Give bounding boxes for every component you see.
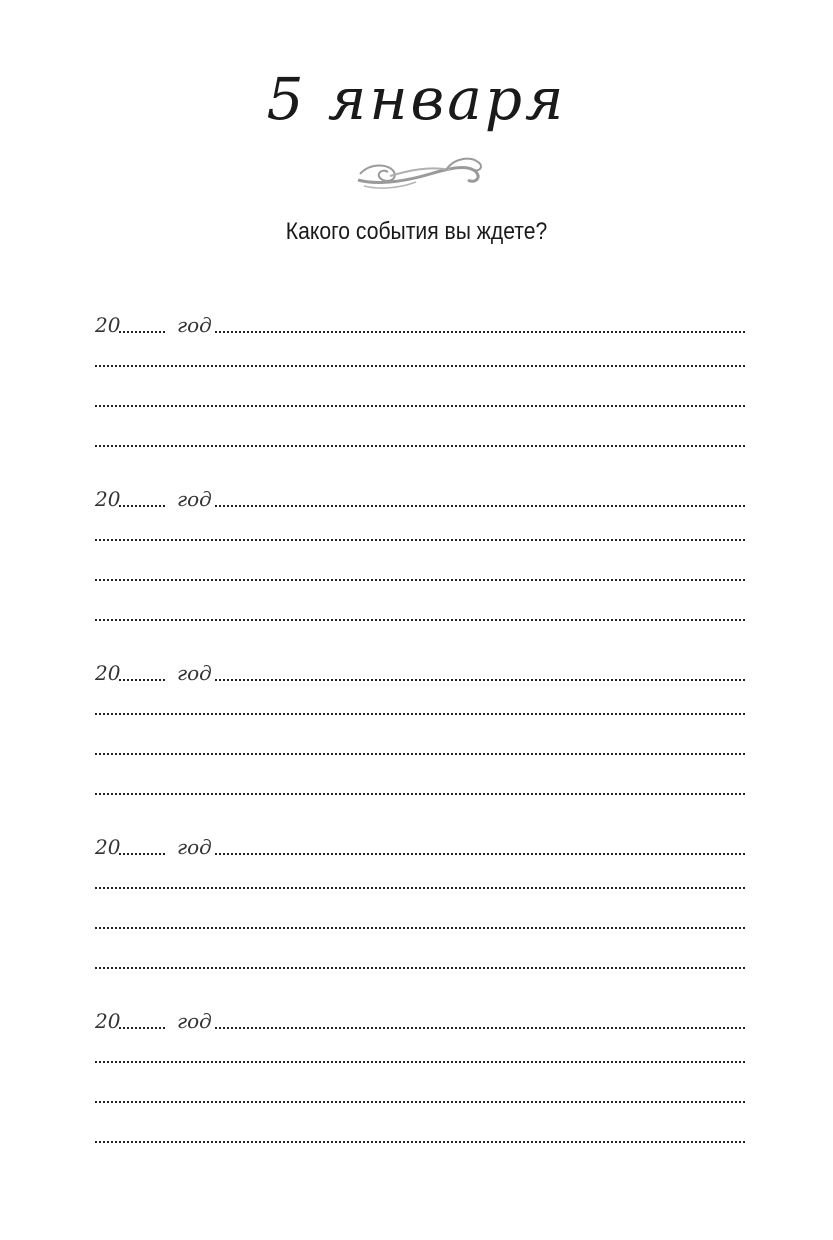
- flourish-ornament-icon: [350, 150, 490, 194]
- year-line[interactable]: [95, 479, 745, 509]
- write-line[interactable]: [95, 967, 745, 969]
- write-line[interactable]: [215, 331, 745, 333]
- year-word: год: [177, 1009, 212, 1033]
- year-prefix: 20: [95, 661, 121, 685]
- year-blank[interactable]: [119, 331, 165, 333]
- entry-block: [95, 653, 745, 827]
- year-blank[interactable]: [119, 853, 165, 855]
- write-line[interactable]: [95, 887, 745, 889]
- year-word: год: [177, 661, 212, 685]
- write-line[interactable]: [95, 1061, 745, 1063]
- write-line[interactable]: [215, 1027, 745, 1029]
- year-prefix: 20: [95, 313, 121, 337]
- year-word: год: [177, 835, 212, 859]
- entry-block: [95, 827, 745, 1001]
- write-line[interactable]: [95, 405, 745, 407]
- write-line[interactable]: [95, 365, 745, 367]
- write-line[interactable]: [215, 679, 745, 681]
- write-line[interactable]: [95, 579, 745, 581]
- entries-list: [95, 305, 745, 1175]
- write-line[interactable]: [95, 713, 745, 715]
- write-line[interactable]: [215, 853, 745, 855]
- page-title: 5 января: [266, 65, 567, 133]
- entry-block: [95, 479, 745, 653]
- write-line[interactable]: [95, 619, 745, 621]
- year-prefix: 20: [95, 835, 121, 859]
- write-line[interactable]: [95, 445, 745, 447]
- year-word: год: [177, 487, 212, 511]
- year-line[interactable]: [95, 653, 745, 683]
- entry-block: [95, 1001, 745, 1175]
- year-line[interactable]: [95, 1001, 745, 1031]
- write-line[interactable]: [95, 539, 745, 541]
- year-word: год: [177, 313, 212, 337]
- entry-block: [95, 305, 745, 479]
- year-prefix: 20: [95, 487, 121, 511]
- write-line[interactable]: [215, 505, 745, 507]
- question-prompt: Какого события вы ждете?: [285, 218, 548, 245]
- year-blank[interactable]: [119, 679, 165, 681]
- write-line[interactable]: [95, 1101, 745, 1103]
- write-line[interactable]: [95, 927, 745, 929]
- year-blank[interactable]: [119, 1027, 165, 1029]
- year-blank[interactable]: [119, 505, 165, 507]
- year-line[interactable]: [95, 305, 745, 335]
- year-line[interactable]: [95, 827, 745, 857]
- write-line[interactable]: [95, 793, 745, 795]
- write-line[interactable]: [95, 753, 745, 755]
- year-prefix: 20: [95, 1009, 121, 1033]
- write-line[interactable]: [95, 1141, 745, 1143]
